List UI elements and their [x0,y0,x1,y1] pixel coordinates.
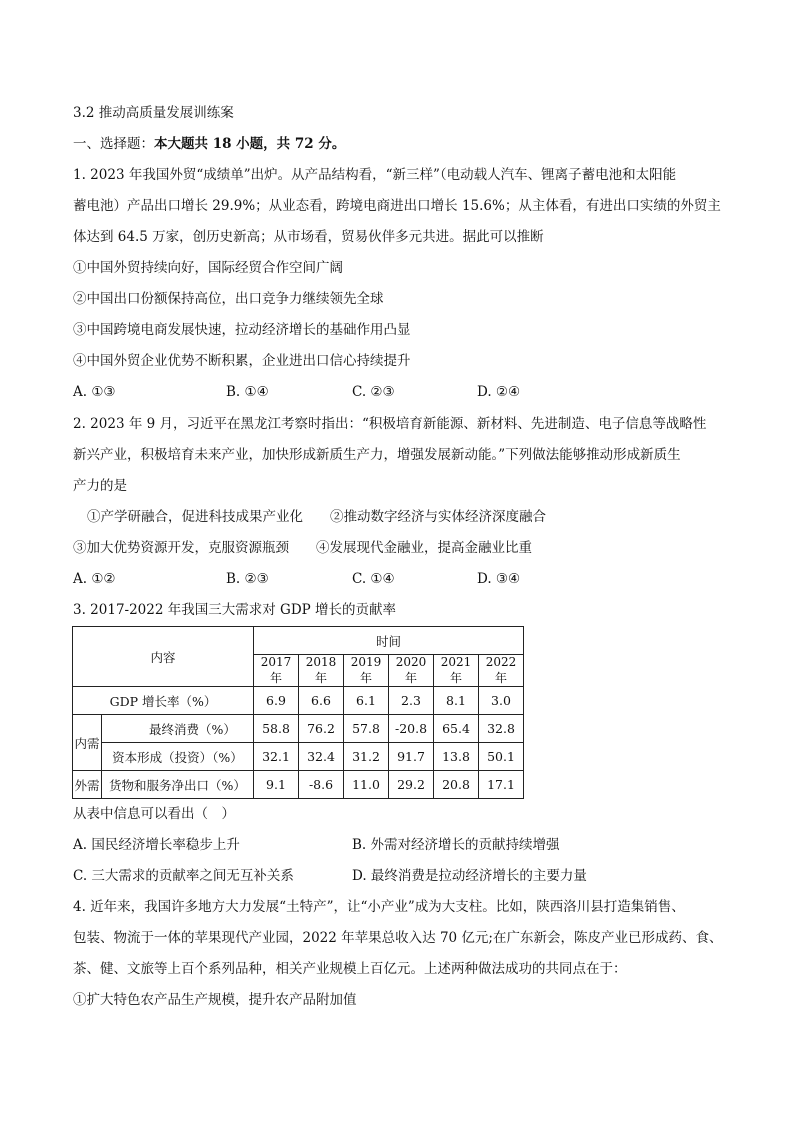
table-group-label-inner: 内需 [73,715,102,771]
table-cell: 58.8 [254,715,299,743]
q4-stem-line: 包装、物流于一体的苹果现代产业园，2022 年苹果总收入达 70 亿元;在广东新会，陈皮产业已形成药、食、 [73,930,723,946]
table-header-content: 内容 [73,627,254,687]
table-year-cell: 2019 年 [344,655,389,687]
q1-stem-line: 蓄电池）产品出口增长 29.9%；从业态看，跨境电商进出口增长 15.6%；从主体看，有进出口实绩的外贸主 [73,198,721,214]
table-cell: 76.2 [299,715,344,743]
q1-item: ③中国跨境电商发展快速，拉动经济增长的基础作用凸显 [73,322,411,338]
q3-caption: 3. 2017-2022 年我国三大需求对 GDP 增长的贡献率 [73,602,397,618]
table-cell: 6.9 [254,687,299,715]
table-cell: -20.8 [389,715,434,743]
table-cell: 2.3 [389,687,434,715]
table-year-cell: 2017 年 [254,655,299,687]
table-cell: 20.8 [434,771,479,799]
table-cell: 13.8 [434,743,479,771]
table-cell: 65.4 [434,715,479,743]
table-cell: 50.1 [479,743,524,771]
q2-stem-line: 产力的是 [73,478,127,494]
table-row [73,771,524,799]
q3-option-b: B. 外需对经济增长的贡献持续增强 [352,837,560,853]
q3-stem: 从表中信息可以看出（ ） [73,806,235,822]
q1-item: ④中国外贸企业优势不断积累，企业进出口信心持续提升 [73,353,411,369]
table-cell: 31.2 [344,743,389,771]
table-cell: 6.1 [344,687,389,715]
document-title: 3.2 推动高质量发展训练案 [73,105,234,121]
table-year-cell: 2020 年 [389,655,434,687]
table-cell: 9.1 [254,771,299,799]
q1-option-c: C. ②③ [352,384,395,400]
table-cell: 17.1 [479,771,524,799]
q1-option-b: B. ①④ [226,384,269,400]
table-row-label: 最终消费（%） [102,715,254,743]
q1-option-a: A. ①③ [73,384,116,400]
section-prefix: 一、选择题： [73,136,154,152]
table-cell: 57.8 [344,715,389,743]
q2-option-d: D. ③④ [477,571,521,587]
table-cell: 91.7 [389,743,434,771]
q2-option-b: B. ②③ [226,571,269,587]
table-row-label: 货物和服务净出口（%） [102,771,254,799]
q3-option-c: C. 三大需求的贡献率之间无互补关系 [73,868,294,884]
q2-stem-line: 2. 2023 年 9 月，习近平在黑龙江考察时指出：“积极培育新能源、新材料、先进制造、电子信息等战略性 [73,416,707,432]
table-year-cell: 2018 年 [299,655,344,687]
table-cell: 3.0 [479,687,524,715]
table-cell: 32.1 [254,743,299,771]
table-year-cell: 2022 年 [479,655,524,687]
gdp-contribution-table [72,626,524,799]
table-header-row [73,627,524,655]
q1-option-d: D. ②④ [477,384,521,400]
q1-item: ②中国出口份额保持高位，出口竞争力继续领先全球 [73,291,384,307]
q2-items-row: ①产学研融合，促进科技成果产业化 ②推动数字经济与实体经济深度融合 [87,509,546,525]
q3-option-d: D. 最终消费是拉动经济增长的主要力量 [352,868,587,884]
q2-items-row: ③加大优势资源开发，克服资源瓶颈 ④发展现代金融业，提高金融业比重 [73,540,532,556]
table-row-label: 资本形成（投资）（%） [102,743,254,771]
table-group-label-outer: 外需 [73,771,102,799]
q1-item: ①中国外贸持续向好，国际经贸合作空间广阔 [73,260,343,276]
table-row-label: GDP 增长率（%） [73,687,254,715]
q1-stem-line: 体达到 64.5 万家，创历史新高；从市场看，贸易伙伴多元共进。据此可以推断 [73,229,544,245]
q3-option-a: A. 国民经济增长率稳步上升 [73,837,240,853]
table-cell: 29.2 [389,771,434,799]
section-text: 本大题共 18 小题，共 72 分。 [154,136,346,152]
table-row [73,715,524,743]
table-row [73,743,524,771]
q1-stem-line: 1. 2023 年我国外贸“成绩单”出炉。从产品结构看，“新三样”（电动载人汽车、锂离子蓄电池和太阳能 [73,167,677,183]
q2-stem-line: 新兴产业，积极培育未来产业，加快形成新质生产力，增强发展新动能。”下列做法能够推动形成新质生 [73,447,681,463]
table-row [73,687,524,715]
table-header-time: 时间 [254,627,524,655]
table-cell: 32.4 [299,743,344,771]
q4-stem-line: 茶、健、文旅等上百个系列品种，相关产业规模上百亿元。上述两种做法成功的共同点在于： [73,961,627,977]
q4-item: ①扩大特色农产品生产规模，提升农产品附加值 [73,992,357,1008]
table-cell: 6.6 [299,687,344,715]
table-cell: 8.1 [434,687,479,715]
table-year-cell: 2021 年 [434,655,479,687]
table-cell: 32.8 [479,715,524,743]
q4-stem-line: 4. 近年来，我国许多地方大力发展“土特产”，让“小产业”成为大支柱。比如，陕西洛川县打造集销售、 [73,899,685,915]
q2-option-a: A. ①② [73,571,116,587]
q2-option-c: C. ①④ [352,571,395,587]
section-heading [73,134,345,154]
table-cell: -8.6 [299,771,344,799]
table-cell: 11.0 [344,771,389,799]
